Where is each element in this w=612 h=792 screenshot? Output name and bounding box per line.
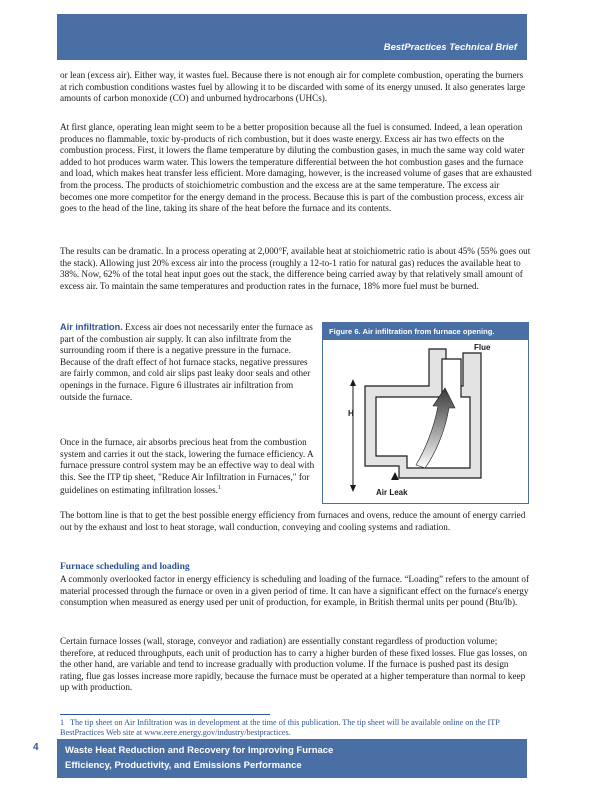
paragraph-operating-lean: At first glance, operating lean might seem to be a better proposition because all the fuel is consumed. Indeed, a lean operation produces no flammable, toxic by-products of rich combustion, but it does waste energy. Excess air has two effects on the combustion process. First, it lowers the flame temperature by diluting the combustion gases, in much the same way cold water added to hot produces warm water. This lowers the temperature differential between the hot combustion gases and the furnace and load, which makes heat transfer less efficient. More damaging, however, is the increased volume of gases that are exhausted from the process. The products of stoichiometric combustion and the excess are at the same temperature. The excess air becomes one more competitor for the energy demand in the process. Because this is part of the combustion process, excess air goes to the head of the line, taking its share of the heat before the furnace and its contents. [60,122,532,214]
paragraph-furnace-losses: Certain furnace losses (wall, storage, conveyor and radiation) are essentially constant regardless of production volume; therefore, at reduced throughputs, each unit of production has to carry a higher burden of these fixed losses. Flue gas losses, on the other hand, are variable and tend to increase gradually with production volume. If the furnace is pushed past its design rating, flue gas losses increase more rapidly, because the furnace must be operated at a higher temperature than normal to keep up with production. [60,636,528,693]
height-arrow-bottom [350,485,356,492]
header-bar [57,14,527,60]
footer-bar [57,739,527,778]
paragraph-bottom-line: The bottom line is that to get the best possible energy efficiency from furnaces and ovens, reduce the amount of energy carried out by the exhaust and lost to heat storage, wall conduction, conveying and cooling systems and radiation. [60,510,526,532]
paragraph-scheduling: A commonly overlooked factor in energy efficiency is scheduling and loading of the furnace. “Loading” refers to the amount of material processed through the furnace or oven in a given period of time. It can have a significant effect on the furnace's energy consumption when measured as energy used per unit of production, for example, in British thermal units per pound (Btu/lb). [60,574,530,608]
air-infiltration-text: Excess air does not necessarily enter the furnace as part of the combustion air supply. It can also infiltrate from the surrounding room if there is a negative pressure in the furnace. Because of the draft effect of hot furnace stacks, negative pressures are fairly common, and cold air slips past leaky door seals and other openings in the furnace. Figure 6 illustrates air infiltration from outside the furnace. [60,322,313,402]
label-h: H [348,409,354,418]
footer-title-line1: Waste Heat Reduction and Recovery for Improving Furnace [65,745,334,756]
paragraph-air-infiltration [60,322,318,403]
paragraph-once-in-furnace [60,437,318,497]
air-leak-arrow [391,472,399,480]
label-air-leak: Air Leak [376,488,408,497]
footnote-mark: 1 [60,718,65,727]
footer-title-line2: Efficiency, Productivity, and Emissions Performance [65,760,302,771]
label-flue: Flue [474,343,491,352]
footer-title [65,743,505,773]
section-heading-scheduling: Furnace scheduling and loading [60,562,190,572]
furnace-diagram [323,340,528,503]
height-arrow-top [350,379,356,386]
footnote-reference: 1 [217,485,221,492]
footnote-text: The tip sheet on Air Infiltration was in development at the time of this publication. The tip sheet will be available online on the ITP BestPractices Web site at www.eere.energy.gov/industry/bestpractices. [60,718,500,738]
figure-6 [322,322,529,504]
footnote-rule [60,714,270,715]
paragraph-results-dramatic: The results can be dramatic. In a process operating at 2,000°F, available heat at stoichiometric ratio is about 45% (55% goes out the stack). Allowing just 20% excess air into the process (roughly a 12-to-1 ratio for natural gas) reduces the available heat to 38%. Now, 62% of the total heat input goes out the stack, the difference being carried away by that relatively small amount of excess air. To maintain the same temperatures and production rates in the furnace, 18% more fuel must be burned. [60,246,531,291]
header-title: BestPractices Technical Brief [383,42,517,53]
paragraph-rich-combustion: or lean (excess air). Either way, it wastes fuel. Because there is not enough air for complete combustion, operating the burners at rich combustion conditions wastes fuel by allowing it to be discarded with some of its energy unused. It also generates large amounts of carbon monoxide (CO) and unburned hydrocarbons (UHCs). [60,70,526,104]
figure-caption: Figure 6. Air infiltration from furnace opening. [323,323,528,340]
footnote [60,718,535,739]
once-in-furnace-text: Once in the furnace, air absorbs precious heat from the combustion system and carries it out the stack, lowering the furnace efficiency. A furnace pressure control system may be an effective way to deal with this. See the ITP tip sheet, "Reduce Air Infiltration in Furnaces," for guidelines on estimating infiltration losses. [60,437,315,496]
page-number: 4 [33,742,39,753]
air-infiltration-lead: Air infiltration. [60,322,123,332]
